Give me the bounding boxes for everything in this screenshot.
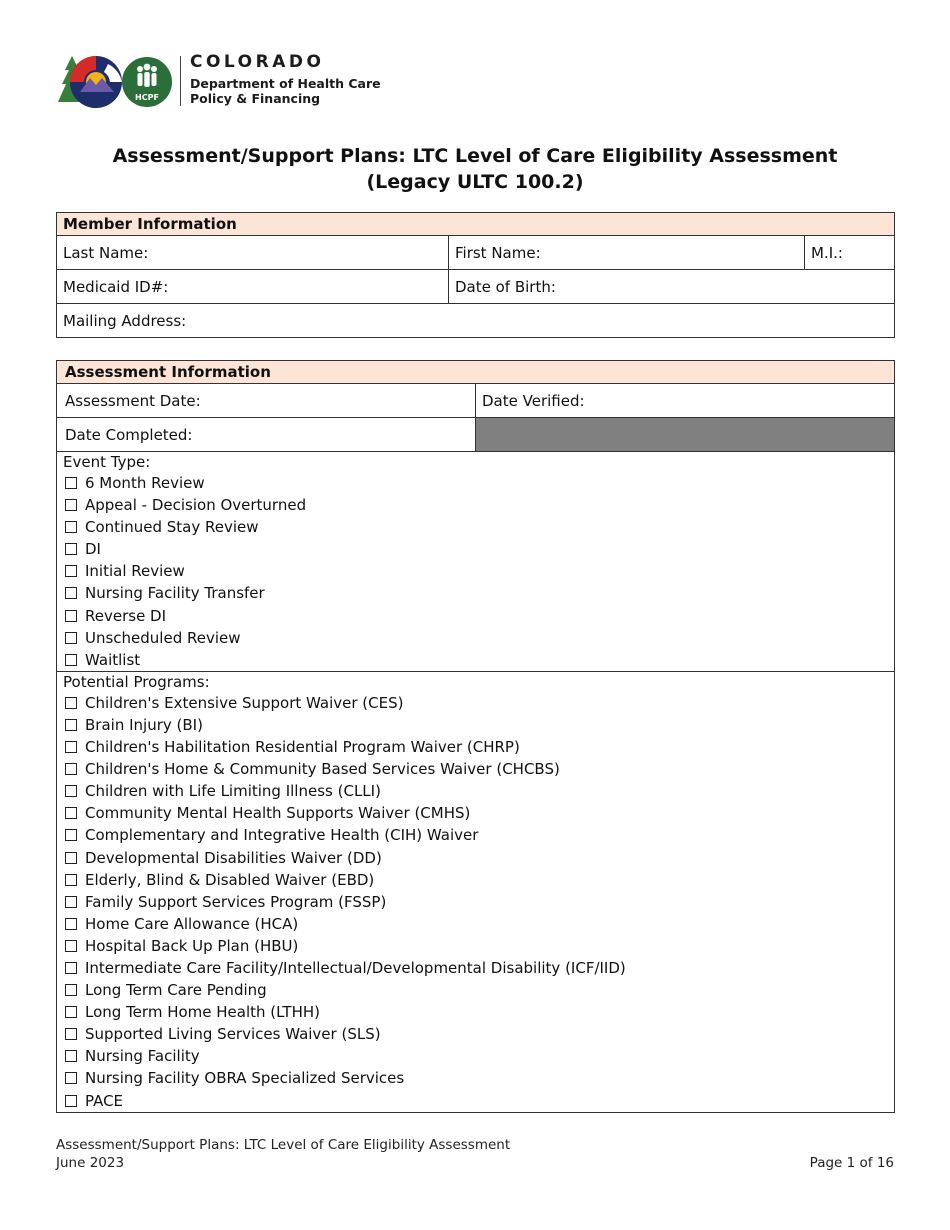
program-option-label: Children with Life Limiting Illness (CLLI) <box>85 782 381 801</box>
potential-programs-list <box>63 692 888 1112</box>
program-option[interactable] <box>63 824 888 846</box>
hcpf-badge-text: HCPF <box>135 93 159 102</box>
program-option[interactable] <box>63 802 888 824</box>
checkbox-icon[interactable] <box>65 477 77 489</box>
program-option[interactable] <box>63 935 888 957</box>
date-completed-field[interactable]: Date Completed: <box>57 418 476 452</box>
checkbox-icon[interactable] <box>65 874 77 886</box>
program-option[interactable] <box>63 780 888 802</box>
checkbox-icon[interactable] <box>65 565 77 577</box>
first-name-field[interactable]: First Name: <box>449 236 805 270</box>
logo-text <box>190 52 381 106</box>
event-type-option-label: Waitlist <box>85 650 141 669</box>
date-of-birth-field[interactable]: Date of Birth: <box>449 270 895 304</box>
program-option-label: Complementary and Integrative Health (CIH) Waiver <box>85 826 479 845</box>
event-type-option-label: 6 Month Review <box>85 474 205 492</box>
checkbox-icon[interactable] <box>65 1072 77 1084</box>
program-option[interactable] <box>63 891 888 913</box>
program-option[interactable] <box>63 1090 888 1112</box>
program-option-label: Family Support Services Program (FSSP) <box>85 892 387 911</box>
checkbox-icon[interactable] <box>65 984 77 996</box>
event-type-list <box>63 472 888 671</box>
program-option-label: Children's Habilitation Residential Program Waiver (CHRP) <box>85 738 520 757</box>
event-type-option[interactable] <box>63 494 888 516</box>
assessment-information-table <box>56 360 895 1113</box>
program-option[interactable] <box>63 736 888 758</box>
program-option-label: Developmental Disabilities Waiver (DD) <box>85 848 382 867</box>
event-type-option[interactable] <box>63 582 888 604</box>
checkbox-icon[interactable] <box>65 852 77 864</box>
footer-date: June 2023 <box>56 1155 125 1171</box>
program-option-label: Elderly, Blind & Disabled Waiver (EBD) <box>85 870 375 889</box>
mailing-address-field[interactable]: Mailing Address: <box>57 304 895 338</box>
checkbox-icon[interactable] <box>65 962 77 974</box>
checkbox-icon[interactable] <box>65 807 77 819</box>
checkbox-icon[interactable] <box>65 940 77 952</box>
event-type-option-label: Reverse DI <box>85 606 167 625</box>
event-type-option[interactable] <box>63 538 888 560</box>
logo-state-name: COLORADO <box>190 52 325 72</box>
checkbox-icon[interactable] <box>65 499 77 511</box>
middle-initial-field[interactable]: M.I.: <box>805 236 895 270</box>
logo-department <box>190 76 381 106</box>
program-option[interactable] <box>63 1045 888 1067</box>
program-option-label: Long Term Home Health (LTHH) <box>85 1003 320 1022</box>
checkbox-icon[interactable] <box>65 1050 77 1062</box>
program-option[interactable] <box>63 1001 888 1023</box>
checkbox-icon[interactable] <box>65 697 77 709</box>
logo-dept-line2: Policy & Financing <box>190 91 321 106</box>
checkbox-icon[interactable] <box>65 587 77 599</box>
program-option[interactable] <box>63 758 888 780</box>
event-type-option-label: Nursing Facility Transfer <box>85 584 265 603</box>
checkbox-icon[interactable] <box>65 896 77 908</box>
event-type-label: Event Type: <box>63 453 151 471</box>
checkbox-icon[interactable] <box>65 1006 77 1018</box>
program-option-label: PACE <box>85 1091 124 1110</box>
checkbox-icon[interactable] <box>65 543 77 555</box>
checkbox-icon[interactable] <box>65 829 77 841</box>
event-type-option[interactable] <box>63 472 888 494</box>
program-option-label: Long Term Care Pending <box>85 981 267 1000</box>
colorado-c-logo-icon <box>58 56 122 108</box>
greyed-out-cell <box>476 418 895 452</box>
event-type-option-label: DI <box>85 540 101 559</box>
program-option[interactable] <box>63 979 888 1001</box>
event-type-option-label: Continued Stay Review <box>85 518 259 537</box>
checkbox-icon[interactable] <box>65 763 77 775</box>
page-number: Page 1 of 16 <box>809 1155 894 1171</box>
program-option[interactable] <box>63 869 888 891</box>
program-option[interactable] <box>63 714 888 736</box>
event-type-option-label: Appeal - Decision Overturned <box>85 496 307 515</box>
checkbox-icon[interactable] <box>65 654 77 666</box>
event-type-section <box>57 452 895 672</box>
member-information-table <box>56 212 895 338</box>
program-option[interactable] <box>63 913 888 935</box>
checkbox-icon[interactable] <box>65 610 77 622</box>
checkbox-icon[interactable] <box>65 918 77 930</box>
potential-programs-section <box>57 671 895 1112</box>
program-option[interactable] <box>63 1067 888 1089</box>
event-type-option[interactable] <box>63 627 888 649</box>
program-option[interactable] <box>63 957 888 979</box>
logo-dept-line1: Department of Health Care <box>190 76 381 91</box>
event-type-option[interactable] <box>63 649 888 671</box>
program-option[interactable] <box>63 692 888 714</box>
program-option-label: Brain Injury (BI) <box>85 715 203 734</box>
potential-programs-label: Potential Programs: <box>63 672 210 691</box>
program-option-label: Community Mental Health Supports Waiver (CMHS) <box>85 804 471 823</box>
date-verified-field[interactable]: Date Verified: <box>476 384 895 418</box>
program-option-label: Nursing Facility <box>85 1047 200 1066</box>
event-type-option[interactable] <box>63 516 888 538</box>
program-option-label: Home Care Allowance (HCA) <box>85 914 299 933</box>
last-name-field[interactable]: Last Name: <box>57 236 449 270</box>
checkbox-icon[interactable] <box>65 632 77 644</box>
program-option-label: Nursing Facility OBRA Specialized Services <box>85 1069 405 1088</box>
medicaid-id-field[interactable]: Medicaid ID#: <box>57 270 449 304</box>
program-option-label: Intermediate Care Facility/Intellectual/Developmental Disability (ICF/IID) <box>85 958 626 977</box>
checkbox-icon[interactable] <box>65 521 77 533</box>
checkbox-icon[interactable] <box>65 785 77 797</box>
program-option-label: Children's Extensive Support Waiver (CES) <box>85 693 404 712</box>
program-option-label: Children's Home & Community Based Services Waiver (CHCBS) <box>85 760 560 779</box>
assessment-date-field[interactable]: Assessment Date: <box>57 384 476 418</box>
assessment-information-heading: Assessment Information <box>57 361 895 384</box>
document-title-line2: (Legacy ULTC 100.2) <box>366 171 584 193</box>
event-type-option[interactable] <box>63 560 888 582</box>
checkbox-icon[interactable] <box>65 1028 77 1040</box>
hcpf-badge-icon <box>122 57 172 107</box>
program-option-label: Hospital Back Up Plan (HBU) <box>85 936 299 955</box>
checkbox-icon[interactable] <box>65 1095 77 1107</box>
member-information-heading: Member Information <box>57 213 895 236</box>
event-type-option-label: Initial Review <box>85 562 185 581</box>
footer-document-title: Assessment/Support Plans: LTC Level of Care Eligibility Assessment <box>56 1137 511 1153</box>
event-type-option[interactable] <box>63 605 888 627</box>
logo-divider <box>180 56 181 106</box>
program-option[interactable] <box>63 1023 888 1045</box>
checkbox-icon[interactable] <box>65 741 77 753</box>
program-option[interactable] <box>63 847 888 869</box>
program-option-label: Supported Living Services Waiver (SLS) <box>85 1025 381 1044</box>
checkbox-icon[interactable] <box>65 719 77 731</box>
event-type-option-label: Unscheduled Review <box>85 628 241 647</box>
document-title-line1: Assessment/Support Plans: LTC Level of Care Eligibility Assessment <box>112 145 838 167</box>
